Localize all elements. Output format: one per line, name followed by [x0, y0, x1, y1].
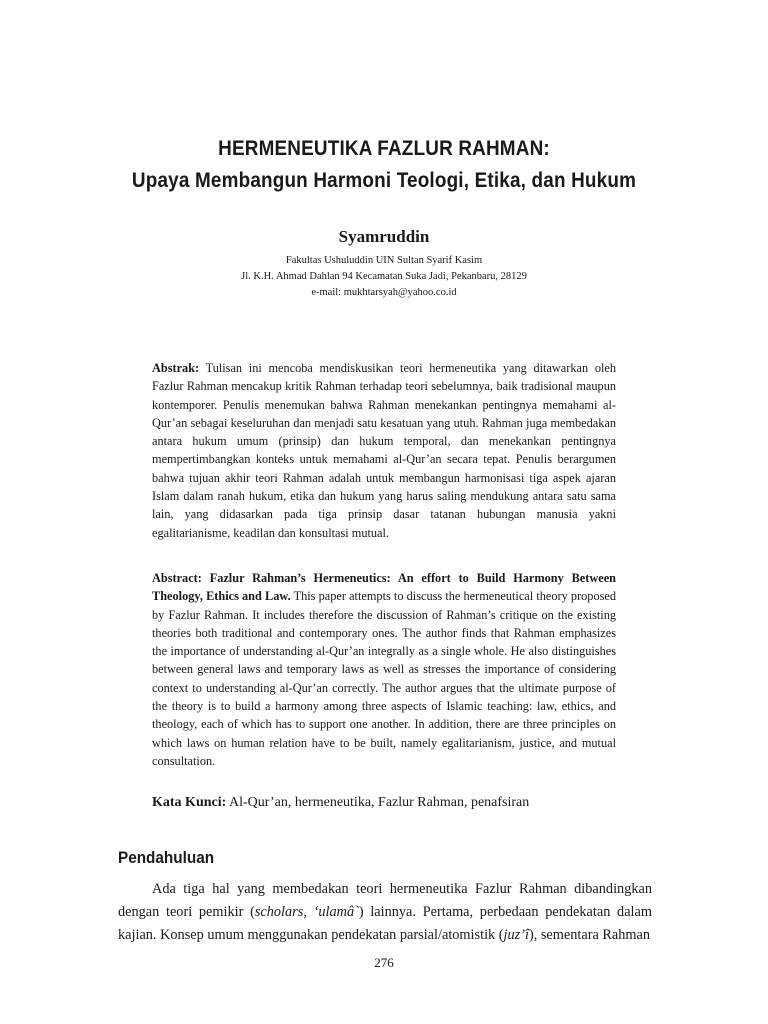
- abstrak-text: Tulisan ini mencoba mendiskusikan teori hermeneutika yang ditawarkan oleh Fazlur Rahman mencakup kritik Rahman terhadap teori sebelumnya, baik tradisional maupun kontemporer. Penulis menemukan bahwa Rahman menekankan pentingnya memahami al-Qur’an sebagai keseluruhan dan menjadi satu kesatuan yang utuh. Rahman juga membedakan antara hukum umum (prinsip) dan hukum temporal, dan menekankan pentingnya mempertimbangkan konteks untuk memahami al-Qur’an secara tepat. Penulis berargumen bahwa tujuan akhir teori Rahman adalah untuk membangun harmonisasi tiga aspek ajaran Islam dalam ranah hukum, etika dan hukum yang harus saling mendukung antara satu sama lain, yang didasarkan pada tiga prinsip dasar tatanan hubungan manusia yakni egalitarianisme, keadilan dan konsultasi mutual.: [152, 361, 616, 540]
- intro-italic-1: scholars: [254, 904, 304, 920]
- intro-italic-2: ‘ulamâ`: [313, 904, 359, 920]
- abstract-text: This paper attempts to discuss the hermeneutical theory proposed by Fazlur Rahman. It includes therefore the discussion of Rahman’s critique on the existing theories both traditional and contemporary ones. The author finds that Rahman emphasizes the importance of understanding al-Qur’an integrally as a single whole. He also distinguishes between general laws and temporary laws as well as stresses the importance of considering context to understanding al-Qur’an correctly. The author argues that the ultimate purpose of the theory is to build a harmony among three aspects of Islamic teaching: law, ethics, and theology, each of which has to support one another. In addition, there are three principles on which laws on human relation have to be built, namely egalitarianism, justice, and mutual consultation.: [152, 589, 617, 768]
- abstrak-label: Abstrak:: [152, 361, 200, 375]
- abstract-paragraph: [152, 569, 616, 770]
- intro-text-4: ), sementara Rahman: [528, 927, 651, 943]
- intro-text-1: Ada tiga hal yang membedakan teori hermeneutika Fazlur Rahman dibandingkan dengan teori pemikir (: [118, 881, 652, 920]
- paper-title-line-1: HERMENEUTIKA FAZLUR RAHMAN:: [218, 137, 550, 160]
- paper-title-line-2: Upaya Membangun Harmoni Teologi, Etika, dan Hukum: [131, 169, 637, 192]
- abstract-label: Abstract: Fazlur Rahman’s Hermeneutics: An effort to Build Harmony Between Theology, Ethics and Law.: [152, 571, 616, 604]
- intro-text-2: ,: [303, 904, 314, 920]
- keywords: [152, 795, 622, 811]
- author-email: e-mail: mukhtarsyah@yahoo.co.id: [311, 287, 457, 298]
- intro-paragraph: [118, 878, 652, 947]
- keywords-text: Al-Qur’an, hermeneutika, Fazlur Rahman, penafsiran: [229, 795, 530, 810]
- page-number: 276: [374, 955, 394, 970]
- intro-italic-3: juz’î: [503, 927, 529, 943]
- author-institution: Fakultas Ushuluddin UIN Sultan Syarif Kasim: [285, 255, 483, 266]
- abstrak-paragraph: [152, 359, 616, 542]
- intro-text-3: ) lainnya. Pertama, perbedaan pendekatan dalam kajian. Konsep umum menggunakan pendekatan parsial/atomistik (: [118, 904, 652, 943]
- section-heading: Pendahuluan: [118, 848, 215, 867]
- author-address: Jl. K.H. Ahmad Dahlan 94 Kecamatan Suka Jadi, Pekanbaru, 28129: [241, 271, 527, 282]
- keywords-label: Kata Kunci:: [152, 795, 227, 810]
- author-name: Syamruddin: [338, 227, 430, 246]
